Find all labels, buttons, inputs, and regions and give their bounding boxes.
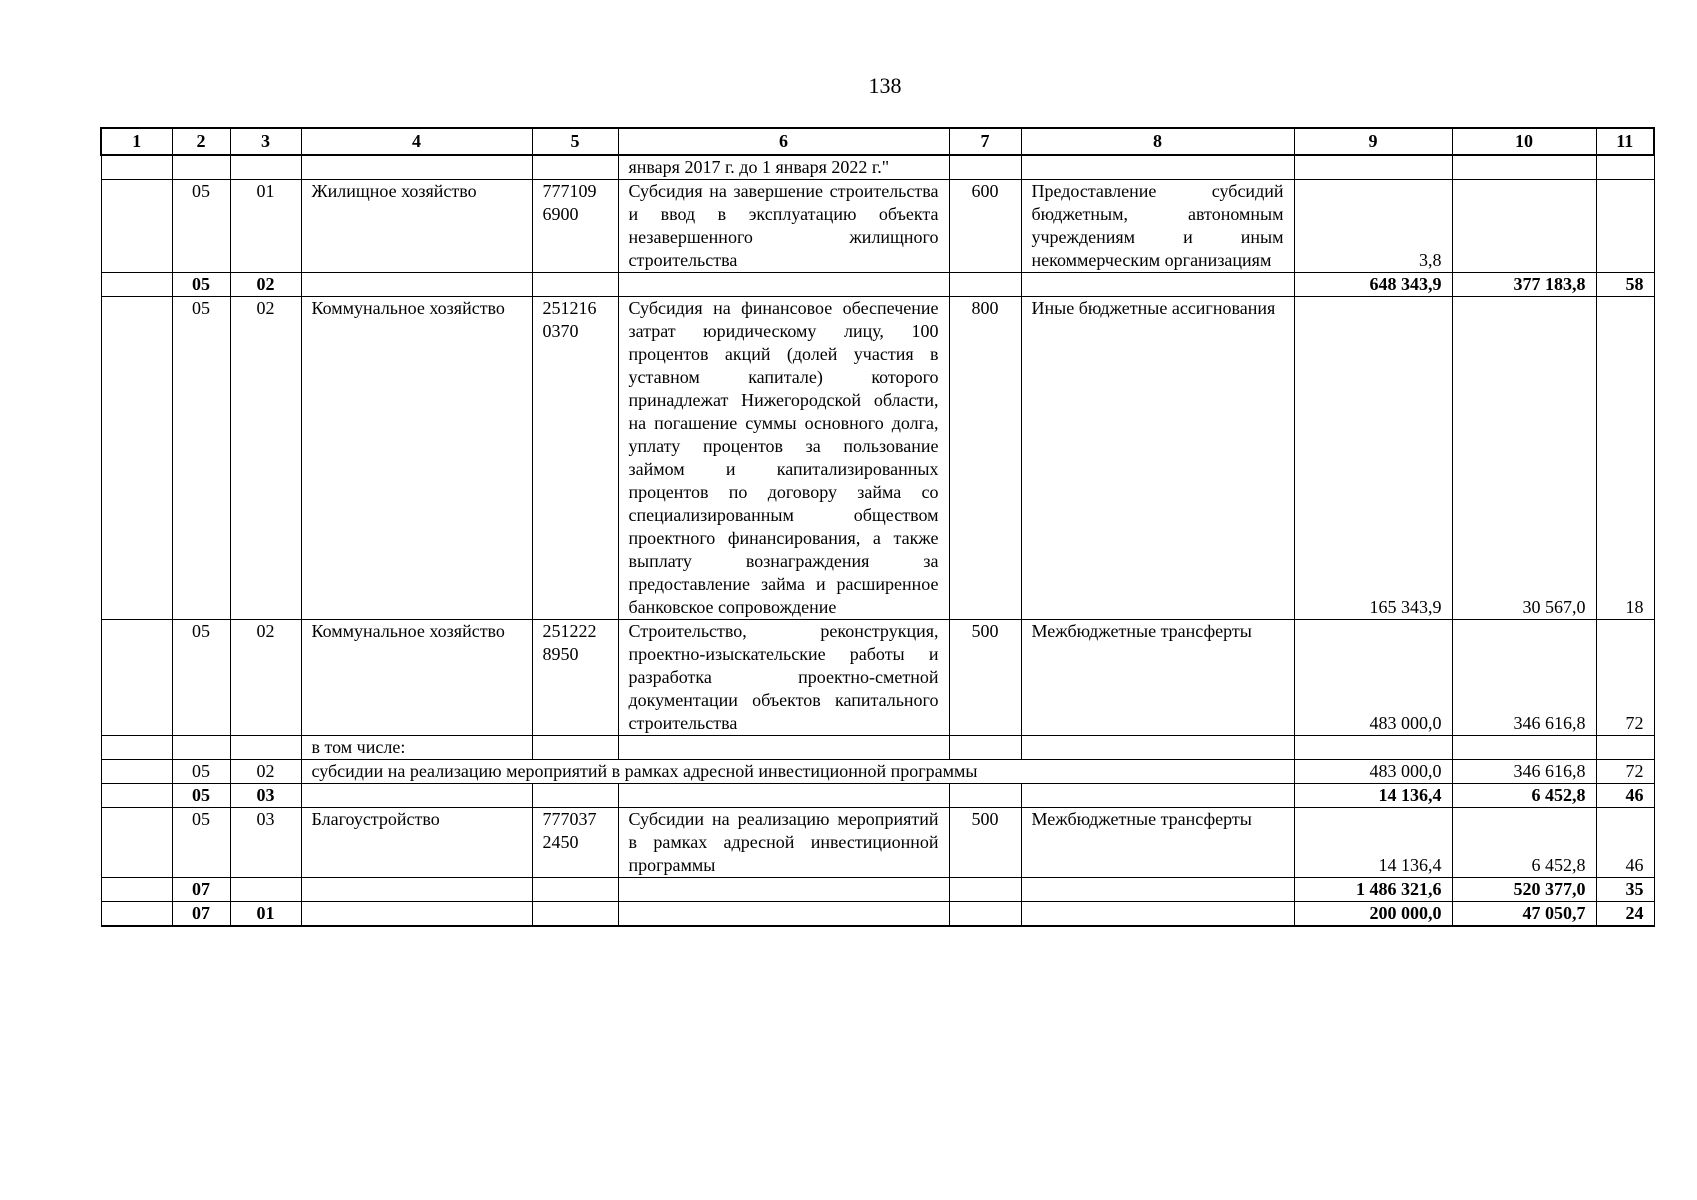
cell bbox=[301, 784, 532, 808]
section-code: 05 bbox=[172, 760, 230, 784]
header-cell: 7 bbox=[949, 128, 1021, 155]
table-row-subtotal bbox=[101, 273, 1654, 297]
cell bbox=[618, 273, 949, 297]
expense-type-name: Межбюджетные трансферты bbox=[1021, 808, 1294, 878]
amount-planned: 483 000,0 bbox=[1294, 760, 1452, 784]
cell bbox=[532, 155, 618, 180]
table-row-subtotal bbox=[101, 902, 1654, 927]
cell bbox=[532, 784, 618, 808]
amount-actual bbox=[1452, 180, 1596, 273]
cell bbox=[1021, 736, 1294, 760]
target-article-code: 777037 2450 bbox=[532, 808, 618, 878]
cell bbox=[1021, 902, 1294, 927]
cell bbox=[301, 902, 532, 927]
amount-actual: 30 567,0 bbox=[1452, 297, 1596, 620]
amount-planned: 3,8 bbox=[1294, 180, 1452, 273]
amount-actual: 6 452,8 bbox=[1452, 808, 1596, 878]
cell bbox=[101, 273, 172, 297]
cell bbox=[101, 902, 172, 927]
amount-actual: 47 050,7 bbox=[1452, 902, 1596, 927]
section-code: 05 bbox=[172, 808, 230, 878]
target-article-code: 777109 6900 bbox=[532, 180, 618, 273]
cell bbox=[1452, 155, 1596, 180]
expense-type-code: 500 bbox=[949, 620, 1021, 736]
cell bbox=[101, 620, 172, 736]
expense-description: Субсидия на финансовое обеспечение затрат юридическому лицу, 100 процентов акций (долей участия в уставном капитале) которого принадлежат Нижегородской области, на погашение суммы основного долга, уплату процентов за пользование займом и капитализированных процентов по договору займа со специализированным обществом проектного финансирования, а также выплату вознаграждения за предоставление займа и расширенное банковское сопровождение bbox=[618, 297, 949, 620]
page-number: 138 bbox=[868, 73, 902, 98]
target-article-code: 251222 8950 bbox=[532, 620, 618, 736]
header-cell: 2 bbox=[172, 128, 230, 155]
cell bbox=[532, 878, 618, 902]
header-cell: 6 bbox=[618, 128, 949, 155]
amount-actual: 346 616,8 bbox=[1452, 760, 1596, 784]
percent-completion: 35 bbox=[1596, 878, 1654, 902]
amount-planned: 1 486 321,6 bbox=[1294, 878, 1452, 902]
cell bbox=[172, 736, 230, 760]
header-cell: 10 bbox=[1452, 128, 1596, 155]
including-description: субсидии на реализацию мероприятий в рамках адресной инвестиционной программы bbox=[301, 760, 1294, 784]
table-row bbox=[101, 155, 1654, 180]
percent-completion: 72 bbox=[1596, 760, 1654, 784]
table-row bbox=[101, 297, 1654, 620]
amount-planned: 165 343,9 bbox=[1294, 297, 1452, 620]
subsection-code: 03 bbox=[230, 784, 301, 808]
cell bbox=[618, 878, 949, 902]
subsection-code: 02 bbox=[230, 760, 301, 784]
expense-type-code: 800 bbox=[949, 297, 1021, 620]
table-row bbox=[101, 760, 1654, 784]
cell bbox=[301, 878, 532, 902]
percent-completion: 72 bbox=[1596, 620, 1654, 736]
cell bbox=[101, 784, 172, 808]
header-cell: 11 bbox=[1596, 128, 1654, 155]
amount-planned: 14 136,4 bbox=[1294, 784, 1452, 808]
target-article-code: 251216 0370 bbox=[532, 297, 618, 620]
cell bbox=[1021, 784, 1294, 808]
cell bbox=[618, 902, 949, 927]
section-code: 05 bbox=[172, 620, 230, 736]
amount-actual: 6 452,8 bbox=[1452, 784, 1596, 808]
expense-type-name: Межбюджетные трансферты bbox=[1021, 620, 1294, 736]
cell bbox=[1294, 155, 1452, 180]
amount-planned: 483 000,0 bbox=[1294, 620, 1452, 736]
percent-completion: 46 bbox=[1596, 808, 1654, 878]
expense-description: Субсидия на завершение строительства и ввод в эксплуатацию объекта незавершенного жилищного строительства bbox=[618, 180, 949, 273]
cell bbox=[301, 273, 532, 297]
cell bbox=[618, 784, 949, 808]
including-label: в том числе: bbox=[301, 736, 532, 760]
cell bbox=[949, 784, 1021, 808]
table-header-row bbox=[101, 128, 1654, 155]
percent-completion: 58 bbox=[1596, 273, 1654, 297]
amount-planned: 648 343,9 bbox=[1294, 273, 1452, 297]
section-code: 05 bbox=[172, 273, 230, 297]
table-row bbox=[101, 180, 1654, 273]
section-code: 05 bbox=[172, 784, 230, 808]
subsection-name: Коммунальное хозяйство bbox=[301, 297, 532, 620]
percent-completion bbox=[1596, 180, 1654, 273]
cell bbox=[230, 736, 301, 760]
cell bbox=[532, 902, 618, 927]
table-row bbox=[101, 736, 1654, 760]
expense-description: января 2017 г. до 1 января 2022 г." bbox=[618, 155, 949, 180]
cell bbox=[101, 878, 172, 902]
cell bbox=[1021, 273, 1294, 297]
amount-actual: 346 616,8 bbox=[1452, 620, 1596, 736]
cell bbox=[101, 736, 172, 760]
section-code: 07 bbox=[172, 878, 230, 902]
cell bbox=[230, 878, 301, 902]
subsection-name: Благоустройство bbox=[301, 808, 532, 878]
cell bbox=[1452, 736, 1596, 760]
cell bbox=[301, 155, 532, 180]
percent-completion: 24 bbox=[1596, 902, 1654, 927]
expense-type-code: 500 bbox=[949, 808, 1021, 878]
expense-description: Строительство, реконструкция, проектно-изыскательские работы и разработка проектно-сметной документации объектов капитального строительства bbox=[618, 620, 949, 736]
section-code: 05 bbox=[172, 180, 230, 273]
amount-actual: 377 183,8 bbox=[1452, 273, 1596, 297]
amount-planned: 200 000,0 bbox=[1294, 902, 1452, 927]
expense-description: Субсидии на реализацию мероприятий в рамках адресной инвестиционной программы bbox=[618, 808, 949, 878]
section-code: 05 bbox=[172, 297, 230, 620]
cell bbox=[172, 155, 230, 180]
header-cell: 4 bbox=[301, 128, 532, 155]
cell bbox=[949, 878, 1021, 902]
header-cell: 1 bbox=[101, 128, 172, 155]
subsection-code: 02 bbox=[230, 620, 301, 736]
cell bbox=[1596, 155, 1654, 180]
subsection-name: Коммунальное хозяйство bbox=[301, 620, 532, 736]
subsection-name: Жилищное хозяйство bbox=[301, 180, 532, 273]
header-cell: 9 bbox=[1294, 128, 1452, 155]
amount-planned: 14 136,4 bbox=[1294, 808, 1452, 878]
table-row-subtotal bbox=[101, 784, 1654, 808]
header-cell: 8 bbox=[1021, 128, 1294, 155]
cell bbox=[101, 808, 172, 878]
cell bbox=[101, 297, 172, 620]
cell bbox=[1021, 155, 1294, 180]
cell bbox=[532, 273, 618, 297]
subsection-code: 01 bbox=[230, 902, 301, 927]
cell bbox=[949, 902, 1021, 927]
subsection-code: 01 bbox=[230, 180, 301, 273]
cell bbox=[1596, 736, 1654, 760]
percent-completion: 46 bbox=[1596, 784, 1654, 808]
cell bbox=[532, 736, 618, 760]
subsection-code: 02 bbox=[230, 297, 301, 620]
cell bbox=[230, 155, 301, 180]
amount-actual: 520 377,0 bbox=[1452, 878, 1596, 902]
cell bbox=[618, 736, 949, 760]
cell bbox=[101, 760, 172, 784]
cell bbox=[949, 155, 1021, 180]
section-code: 07 bbox=[172, 902, 230, 927]
expense-type-name: Иные бюджетные ассигнования bbox=[1021, 297, 1294, 620]
cell bbox=[1021, 878, 1294, 902]
header-cell: 5 bbox=[532, 128, 618, 155]
cell bbox=[949, 736, 1021, 760]
percent-completion: 18 bbox=[1596, 297, 1654, 620]
header-cell: 3 bbox=[230, 128, 301, 155]
cell bbox=[101, 155, 172, 180]
table-row bbox=[101, 808, 1654, 878]
cell bbox=[1294, 736, 1452, 760]
table-row-subtotal bbox=[101, 878, 1654, 902]
cell bbox=[101, 180, 172, 273]
expense-type-code: 600 bbox=[949, 180, 1021, 273]
subsection-code: 02 bbox=[230, 273, 301, 297]
budget-table bbox=[100, 127, 1655, 927]
subsection-code: 03 bbox=[230, 808, 301, 878]
table-row bbox=[101, 620, 1654, 736]
cell bbox=[949, 273, 1021, 297]
expense-type-name: Предоставление субсидий бюджетным, автономным учреждениям и иным некоммерческим организациям bbox=[1021, 180, 1294, 273]
